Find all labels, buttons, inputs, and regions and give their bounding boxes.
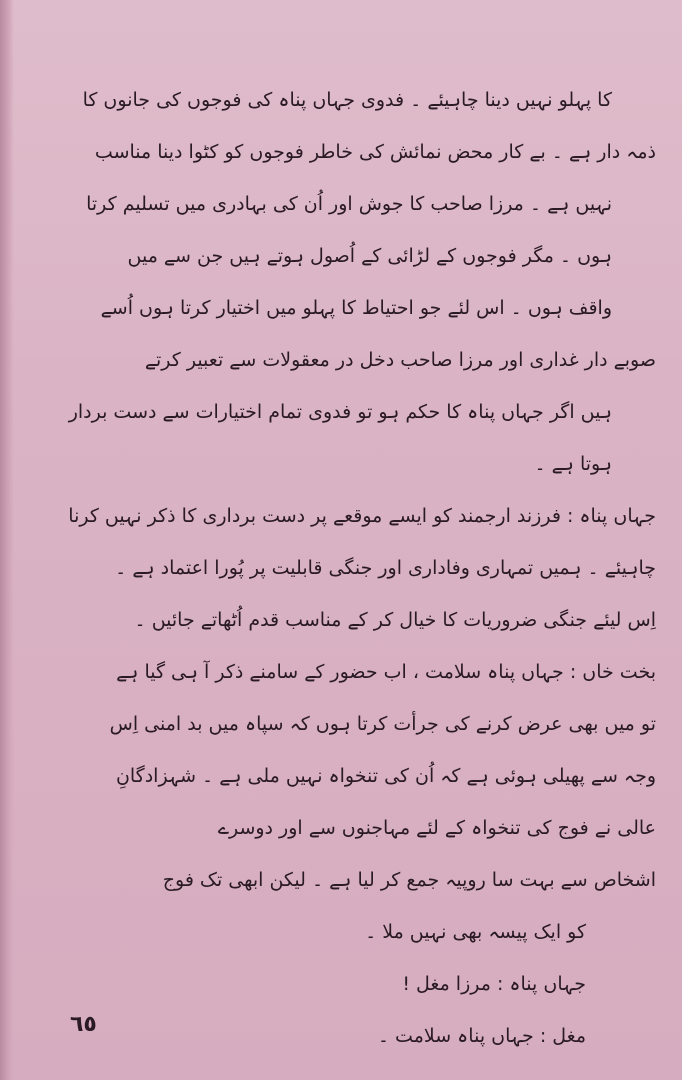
text-line-8: ہوتا ہے ۔ (534, 453, 612, 475)
text-line-18: جہاں پناہ : مرزا مغل ! (402, 973, 586, 995)
text-line-11: اِس لیئے جنگی ضروریات کا خیال کر کے مناسب قدم اُٹھاتے جائیں ۔ (134, 609, 656, 631)
text-line-4: ہوں ۔ مگر فوجوں کے لڑائی کے اُصول ہوتے ہیں جن سے میں (127, 245, 612, 267)
text-line-15: عالی نے فوج کی تنخواہ کے لئے مہاجنوں سے اور دوسرے (217, 817, 656, 839)
text-line-17: کو ایک پیسہ بھی نہیں ملا ۔ (365, 921, 586, 943)
text-line-10: چاہیئے ۔ ہمیں تمہاری وفاداری اور جنگی قابلیت پر پُورا اعتماد ہے ۔ (115, 557, 656, 579)
text-line-14: وجہ سے پھیلی ہوئی ہے کہ اُن کی تنخواہ نہیں ملی ہے ۔ شہزادگانِ (115, 765, 656, 787)
text-line-6: صوبے دار غداری اور مرزا صاحب دخل در معقولات سے تعبیر کرتے (144, 349, 656, 371)
page-number: ٦٥ (70, 1012, 97, 1037)
page-text-block (60, 74, 656, 1062)
text-line-16: اشخاص سے بہت سا روپیہ جمع کر لیا ہے ۔ لیکن ابھی تک فوج (162, 869, 656, 891)
page-spine-shadow (0, 0, 14, 1080)
text-line-2: ذمہ دار ہے ۔ بے کار محض نمائش کی خاطر فوجوں کو کٹوا دینا مناسب (94, 141, 656, 163)
text-line-3: نہیں ہے ۔ مرزا صاحب کا جوش اور اُن کی بہادری میں تسلیم کرتا (86, 193, 612, 215)
text-line-7: ہیں اگر جہاں پناہ کا حکم ہو تو فدوی تمام اختیارات سے دست بردار (68, 401, 612, 423)
text-line-9: جہاں پناہ : فرزند ارجمند کو ایسے موقعے پر دست برداری کا ذکر نہیں کرنا (68, 505, 656, 527)
text-line-12: بخت خاں : جہاں پناہ سلامت ، اب حضور کے سامنے ذکر آ ہی گیا ہے (116, 661, 656, 683)
text-line-19: مغل : جہاں پناہ سلامت ۔ (377, 1025, 586, 1047)
text-line-5: واقف ہوں ۔ اس لئے جو احتیاط کا پہلو میں اختیار کرتا ہوں اُسے (100, 297, 612, 319)
text-line-1: کا پہلو نہیں دینا چاہیئے ۔ فدوی جہاں پناہ کی فوجوں کی جانوں کا (82, 89, 612, 111)
text-line-13: تو میں بھی عرض کرنے کی جرأت کرتا ہوں کہ سپاہ میں بد امنی اِس (109, 713, 656, 735)
